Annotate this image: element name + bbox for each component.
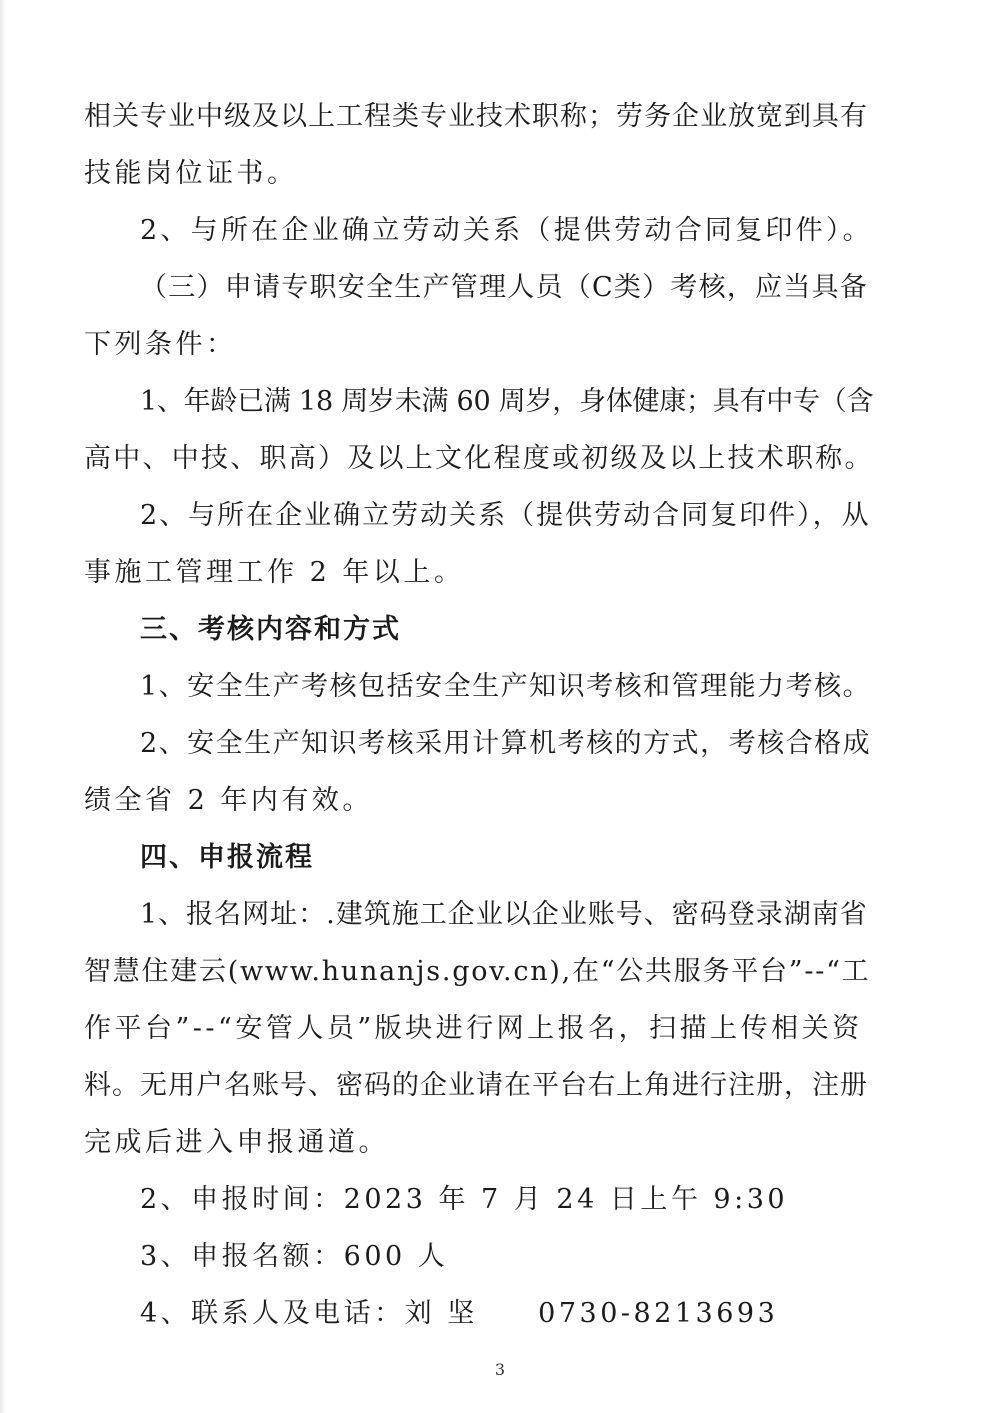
- paragraph-line: 绩全省 2 年内有效。: [84, 785, 373, 816]
- paragraph-line: 4、联系人及电话：刘 坚 0730-8213693: [140, 1298, 779, 1329]
- document-body: [84, 88, 874, 1342]
- paragraph-line: （三）申请专职安全生产管理人员（C类）考核，应当具备: [140, 272, 869, 303]
- paragraph-line: 2、与所在企业确立劳动关系（提供劳动合同复印件），从: [140, 500, 871, 531]
- paragraph-line: 相关专业中级及以上工程类专业技术职称；劳务企业放宽到具有: [84, 101, 868, 132]
- page-number: 3: [494, 1360, 506, 1379]
- paragraph-line: 2、安全生产知识考核采用计算机考核的方式，考核合格成: [140, 728, 872, 759]
- paragraph-line: 2、与所在企业确立劳动关系（提供劳动合同复印件）。: [140, 215, 873, 246]
- section-heading: 三、考核内容和方式: [140, 614, 401, 645]
- paragraph-line: 1、年龄已满 18 周岁未满 60 周岁，身体健康；具有中专（含: [140, 386, 874, 417]
- paragraph-line: 3、申报名额：600 人: [140, 1241, 449, 1272]
- paragraph-line: 1、报名网址：.建筑施工企业以企业账号、密码登录湖南省: [140, 899, 868, 930]
- paragraph-line: 技能岗位证书。: [84, 158, 298, 189]
- paragraph-line: 下列条件：: [84, 329, 237, 360]
- section-heading: 四、申报流程: [140, 842, 314, 873]
- paragraph-line: 完成后进入申报通道。: [84, 1127, 389, 1158]
- paragraph-line: 料。无用户名账号、密码的企业请在平台右上角进行注册，注册: [84, 1070, 868, 1101]
- scan-edge-shadow: [0, 0, 6, 1413]
- paragraph-line: 高中、中技、职高）及以上文化程度或初级及以上技术职称。: [84, 443, 874, 474]
- paragraph-line: 作平台”--“安管人员”版块进行网上报名，扫描上传相关资: [84, 1013, 863, 1044]
- paragraph-line: 智慧住建云(www.hunanjs.gov.cn),在“公共服务平台”--“工: [84, 956, 871, 987]
- paragraph-line: 1、安全生产考核包括安全生产知识考核和管理能力考核。: [140, 671, 872, 702]
- paragraph-line: 2、申报时间：2023 年 7 月 24 日上午 9:30: [140, 1184, 789, 1215]
- paragraph-line: 事施工管理工作 2 年以上。: [84, 557, 465, 588]
